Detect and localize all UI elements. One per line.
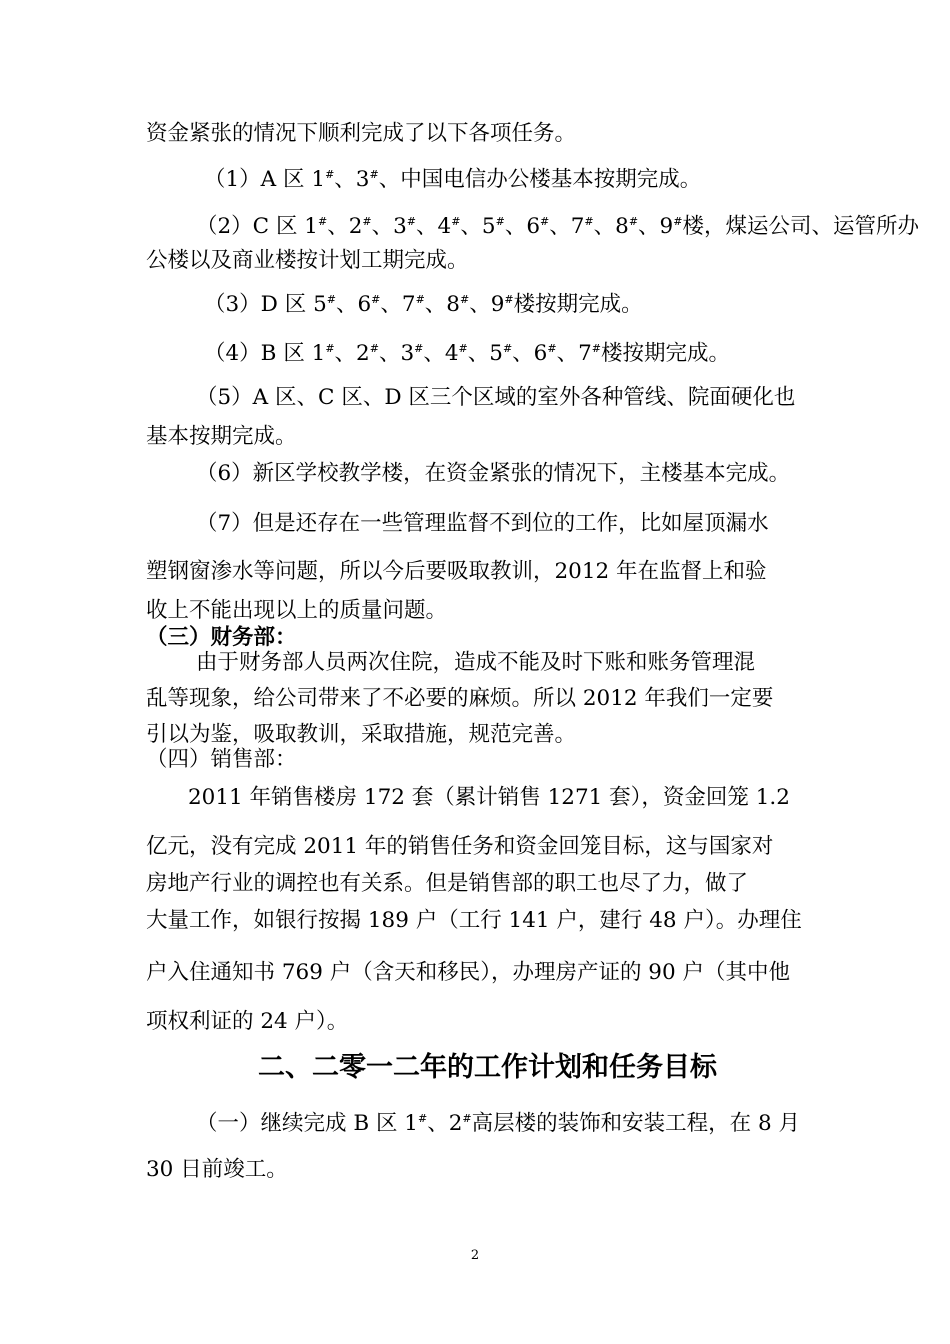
- text-line: （一）继续完成 B 区 1#、2#高层楼的装饰和安装工程，在 8 月: [196, 1111, 800, 1137]
- text-line: 项权利证的 24 户）。: [146, 1009, 349, 1034]
- text-line: 塑钢窗渗水等问题，所以今后要吸取教训，2012 年在监督上和验: [146, 559, 767, 584]
- section-heading-sales: （四）销售部：: [146, 747, 297, 772]
- text-line: （5）A 区、C 区、D 区三个区域的室外各种管线、院面硬化也: [196, 385, 796, 410]
- text-line: 收上不能出现以上的质量问题。: [146, 598, 448, 623]
- text-line: 基本按期完成。: [146, 424, 297, 449]
- text-line: （3）D 区 5#、6#、7#、8#、9#楼按期完成。: [204, 292, 643, 318]
- text-line: 30 日前竣工。: [146, 1157, 288, 1182]
- text-line: 大量工作，如银行按揭 189 户（工行 141 户，建行 48 户）。办理住: [146, 908, 802, 933]
- text-line: 户入住通知书 769 户（含天和移民），办理房产证的 90 户（其中他: [146, 960, 790, 985]
- text-line: 公楼以及商业楼按计划工期完成。: [146, 248, 469, 273]
- section-heading-finance: （三）财务部：: [146, 625, 297, 650]
- text-line: （1）A 区 1#、3#、中国电信办公楼基本按期完成。: [204, 167, 702, 193]
- text-line: 2011 年销售楼房 172 套（累计销售 1271 套），资金回笼 1.2: [188, 785, 790, 810]
- page-number: 2: [470, 1248, 480, 1263]
- section-title: 二、二零一二年的工作计划和任务目标: [258, 1052, 717, 1083]
- text-line: （2）C 区 1#、2#、3#、4#、5#、6#、7#、8#、9#楼，煤运公司、运管所办: [196, 214, 919, 240]
- text-line: 由于财务部人员两次住院，造成不能及时下账和账务管理混: [196, 650, 756, 675]
- text-line: 资金紧张的情况下顺利完成了以下各项任务。: [146, 121, 577, 146]
- text-line: 房地产行业的调控也有关系。但是销售部的职工也尽了力，做了: [146, 871, 749, 896]
- text-line: （7）但是还存在一些管理监督不到位的工作，比如屋顶漏水: [196, 511, 769, 536]
- text-line: 亿元，没有完成 2011 年的销售任务和资金回笼目标，这与国家对: [146, 834, 774, 859]
- text-line: （4）B 区 1#、2#、3#、4#、5#、6#、7#楼按期完成。: [204, 341, 730, 367]
- text-line: （6）新区学校教学楼，在资金紧张的情况下，主楼基本完成。: [196, 461, 791, 486]
- text-line: 乱等现象，给公司带来了不必要的麻烦。所以 2012 年我们一定要: [146, 686, 774, 711]
- text-line: 引以为鉴，吸取教训，采取措施，规范完善。: [146, 722, 577, 747]
